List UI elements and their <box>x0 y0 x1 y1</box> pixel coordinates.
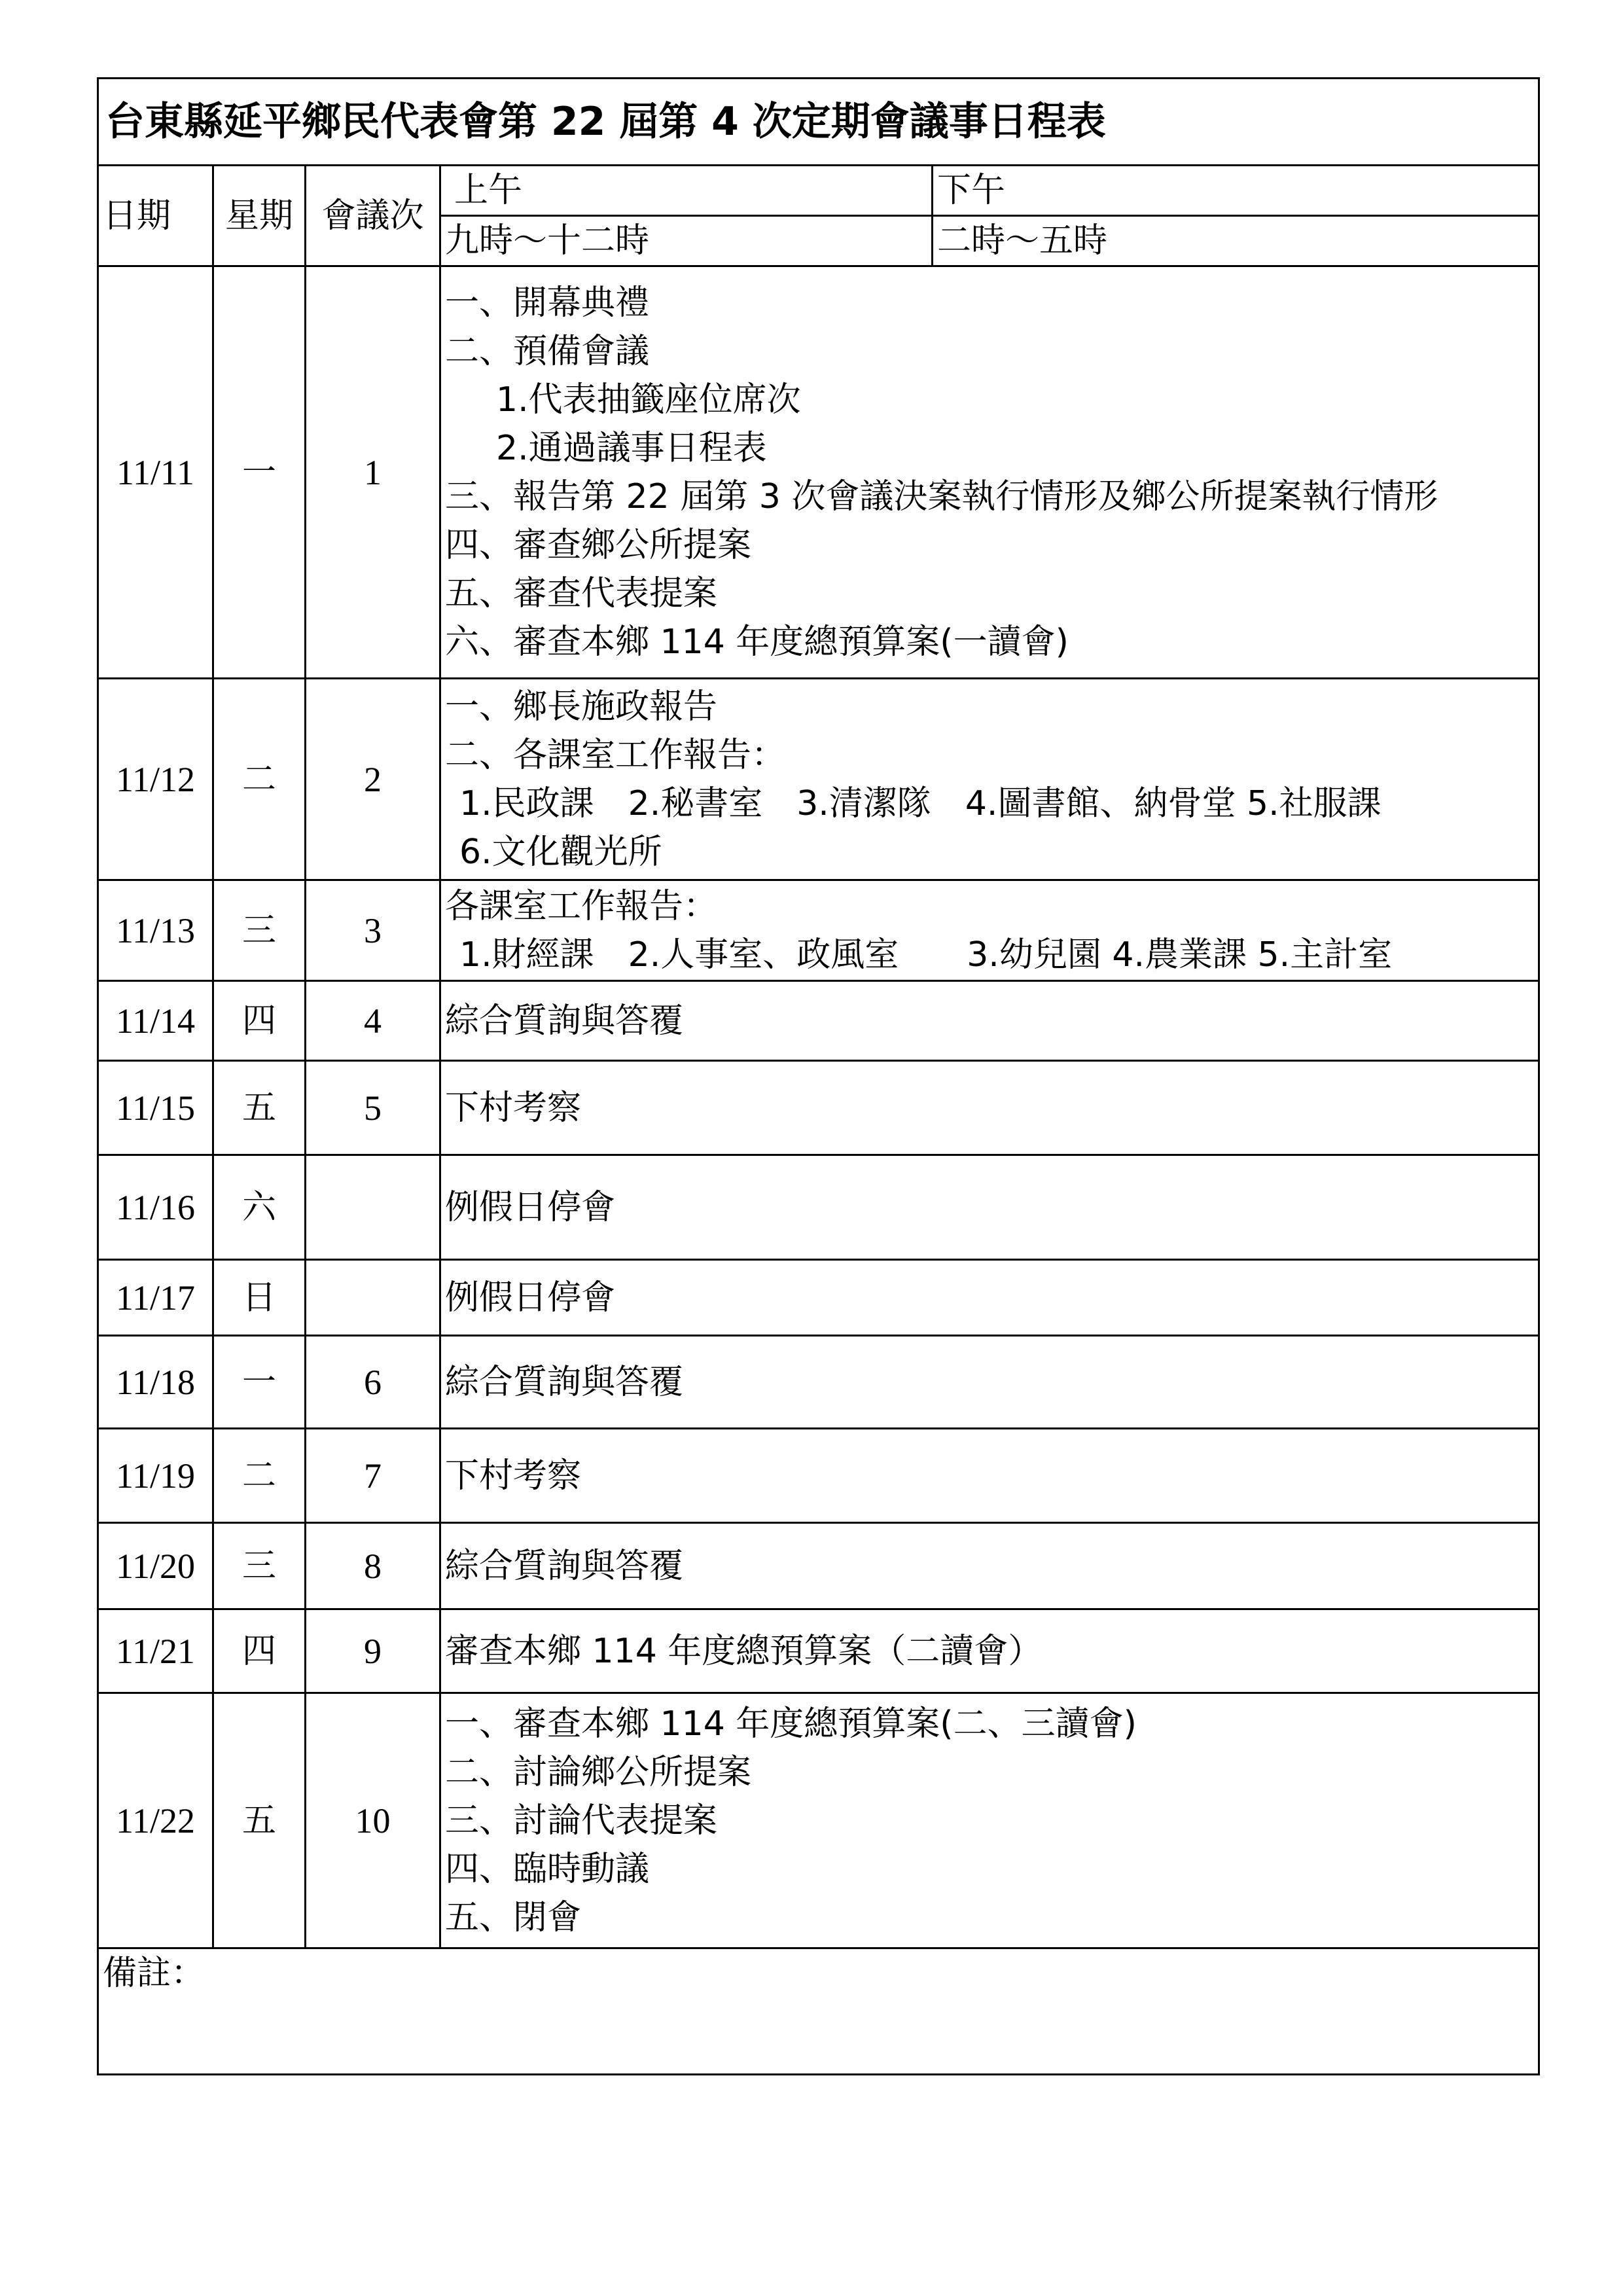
header-am-time: 九時～十二時 <box>440 216 933 266</box>
agenda-line: 綜合質詢與答覆 <box>445 1362 684 1402</box>
agenda-line: 二、預備會議 <box>445 331 650 371</box>
row-date: 11/12 <box>98 679 213 880</box>
row-session: 2 <box>306 679 440 880</box>
row-date: 11/22 <box>98 1693 213 1948</box>
row-session: 5 <box>306 1061 440 1155</box>
schedule-table <box>97 77 1540 2075</box>
row-date: 11/21 <box>98 1609 213 1693</box>
row-weekday: 六 <box>213 1155 306 1260</box>
row-session: 6 <box>306 1336 440 1429</box>
table-row <box>98 1336 1539 1429</box>
row-agenda <box>440 266 1539 679</box>
agenda-line: 例假日停會 <box>445 1187 616 1227</box>
header-am: 上午 <box>440 166 933 216</box>
table-row <box>98 1260 1539 1336</box>
row-agenda <box>440 1429 1539 1523</box>
header-session: 會議次 <box>306 166 440 266</box>
table-row <box>98 266 1539 679</box>
table-row <box>98 1609 1539 1693</box>
agenda-line: 下村考察 <box>445 1088 582 1128</box>
agenda-line: 1.財經課 2.人事室、政風室 3.幼兒園 4.農業課 5.主計室 <box>459 935 1393 975</box>
title-row <box>98 79 1539 166</box>
row-weekday: 五 <box>213 1693 306 1948</box>
row-agenda <box>440 1693 1539 1948</box>
agenda-line: 六、審查本鄉 114 年度總預算案(一讀會) <box>445 622 1069 662</box>
row-date: 11/13 <box>98 880 213 981</box>
agenda-line: 三、報告第 22 屆第 3 次會議決案執行情形及鄉公所提案執行情形 <box>445 476 1438 516</box>
row-session: 3 <box>306 880 440 981</box>
agenda-line: 四、臨時動議 <box>445 1849 650 1889</box>
row-agenda <box>440 679 1539 880</box>
row-date: 11/16 <box>98 1155 213 1260</box>
remark-row <box>98 1948 1539 2075</box>
row-weekday: 五 <box>213 1061 306 1155</box>
agenda-line: 下村考察 <box>445 1456 582 1496</box>
agenda-line: 綜合質詢與答覆 <box>445 1546 684 1586</box>
agenda-line: 綜合質詢與答覆 <box>445 1001 684 1041</box>
agenda-line: 審查本鄉 114 年度總預算案（二讀會） <box>445 1631 1043 1671</box>
header-row-1 <box>98 166 1539 216</box>
table-row <box>98 981 1539 1061</box>
header-pm-time: 二時～五時 <box>933 216 1539 266</box>
row-date: 11/20 <box>98 1523 213 1609</box>
row-date: 11/14 <box>98 981 213 1061</box>
row-agenda <box>440 1609 1539 1693</box>
row-weekday: 二 <box>213 679 306 880</box>
agenda-line: 一、開幕典禮 <box>445 283 650 323</box>
row-agenda <box>440 981 1539 1061</box>
agenda-line: 四、審查鄉公所提案 <box>445 525 752 565</box>
agenda-line: 一、鄉長施政報告 <box>445 687 718 726</box>
agenda-line: 1.代表抽籤座位席次 <box>496 380 801 420</box>
agenda-line: 五、審查代表提案 <box>445 573 718 613</box>
row-session: 9 <box>306 1609 440 1693</box>
row-date: 11/15 <box>98 1061 213 1155</box>
header-pm: 下午 <box>933 166 1539 216</box>
row-session: 8 <box>306 1523 440 1609</box>
row-date: 11/11 <box>98 266 213 679</box>
agenda-line: 2.通過議事日程表 <box>496 428 767 468</box>
agenda-line: 五、閉會 <box>445 1897 582 1937</box>
row-weekday: 三 <box>213 1523 306 1609</box>
table-row <box>98 1061 1539 1155</box>
row-agenda <box>440 1061 1539 1155</box>
row-date: 11/18 <box>98 1336 213 1429</box>
row-weekday: 三 <box>213 880 306 981</box>
row-agenda <box>440 1155 1539 1260</box>
row-session: 10 <box>306 1693 440 1948</box>
table-row <box>98 1429 1539 1523</box>
row-agenda <box>440 1260 1539 1336</box>
agenda-line: 例假日停會 <box>445 1278 616 1318</box>
row-weekday: 一 <box>213 266 306 679</box>
row-agenda <box>440 1523 1539 1609</box>
row-session <box>306 1260 440 1336</box>
header-weekday: 星期 <box>213 166 306 266</box>
agenda-line: 三、討論代表提案 <box>445 1801 718 1840</box>
agenda-line: 各課室工作報告： <box>445 886 718 926</box>
page-title: 台東縣延平鄉民代表會第 22 屆第 4 次定期會議事日程表 <box>98 79 1539 166</box>
table-row <box>98 1523 1539 1609</box>
agenda-line: 二、討論鄉公所提案 <box>445 1752 752 1792</box>
agenda-line: 6.文化觀光所 <box>459 832 662 872</box>
row-weekday: 一 <box>213 1336 306 1429</box>
row-session <box>306 1155 440 1260</box>
row-weekday: 四 <box>213 1609 306 1693</box>
agenda-line: 1.民政課 2.秘書室 3.清潔隊 4.圖書館、納骨堂 5.社服課 <box>459 783 1382 823</box>
row-date: 11/17 <box>98 1260 213 1336</box>
row-agenda <box>440 1336 1539 1429</box>
row-weekday: 二 <box>213 1429 306 1523</box>
row-session: 1 <box>306 266 440 679</box>
table-row <box>98 679 1539 880</box>
row-session: 7 <box>306 1429 440 1523</box>
row-date: 11/19 <box>98 1429 213 1523</box>
agenda-line: 二、各課室工作報告： <box>445 735 786 775</box>
row-agenda <box>440 880 1539 981</box>
header-date: 日期 <box>98 166 213 266</box>
remark-label: 備註： <box>98 1948 1539 2075</box>
table-row <box>98 1693 1539 1948</box>
agenda-line: 一、審查本鄉 114 年度總預算案(二、三讀會) <box>445 1704 1137 1744</box>
row-weekday: 日 <box>213 1260 306 1336</box>
table-row <box>98 1155 1539 1260</box>
row-session: 4 <box>306 981 440 1061</box>
row-weekday: 四 <box>213 981 306 1061</box>
table-row <box>98 880 1539 981</box>
